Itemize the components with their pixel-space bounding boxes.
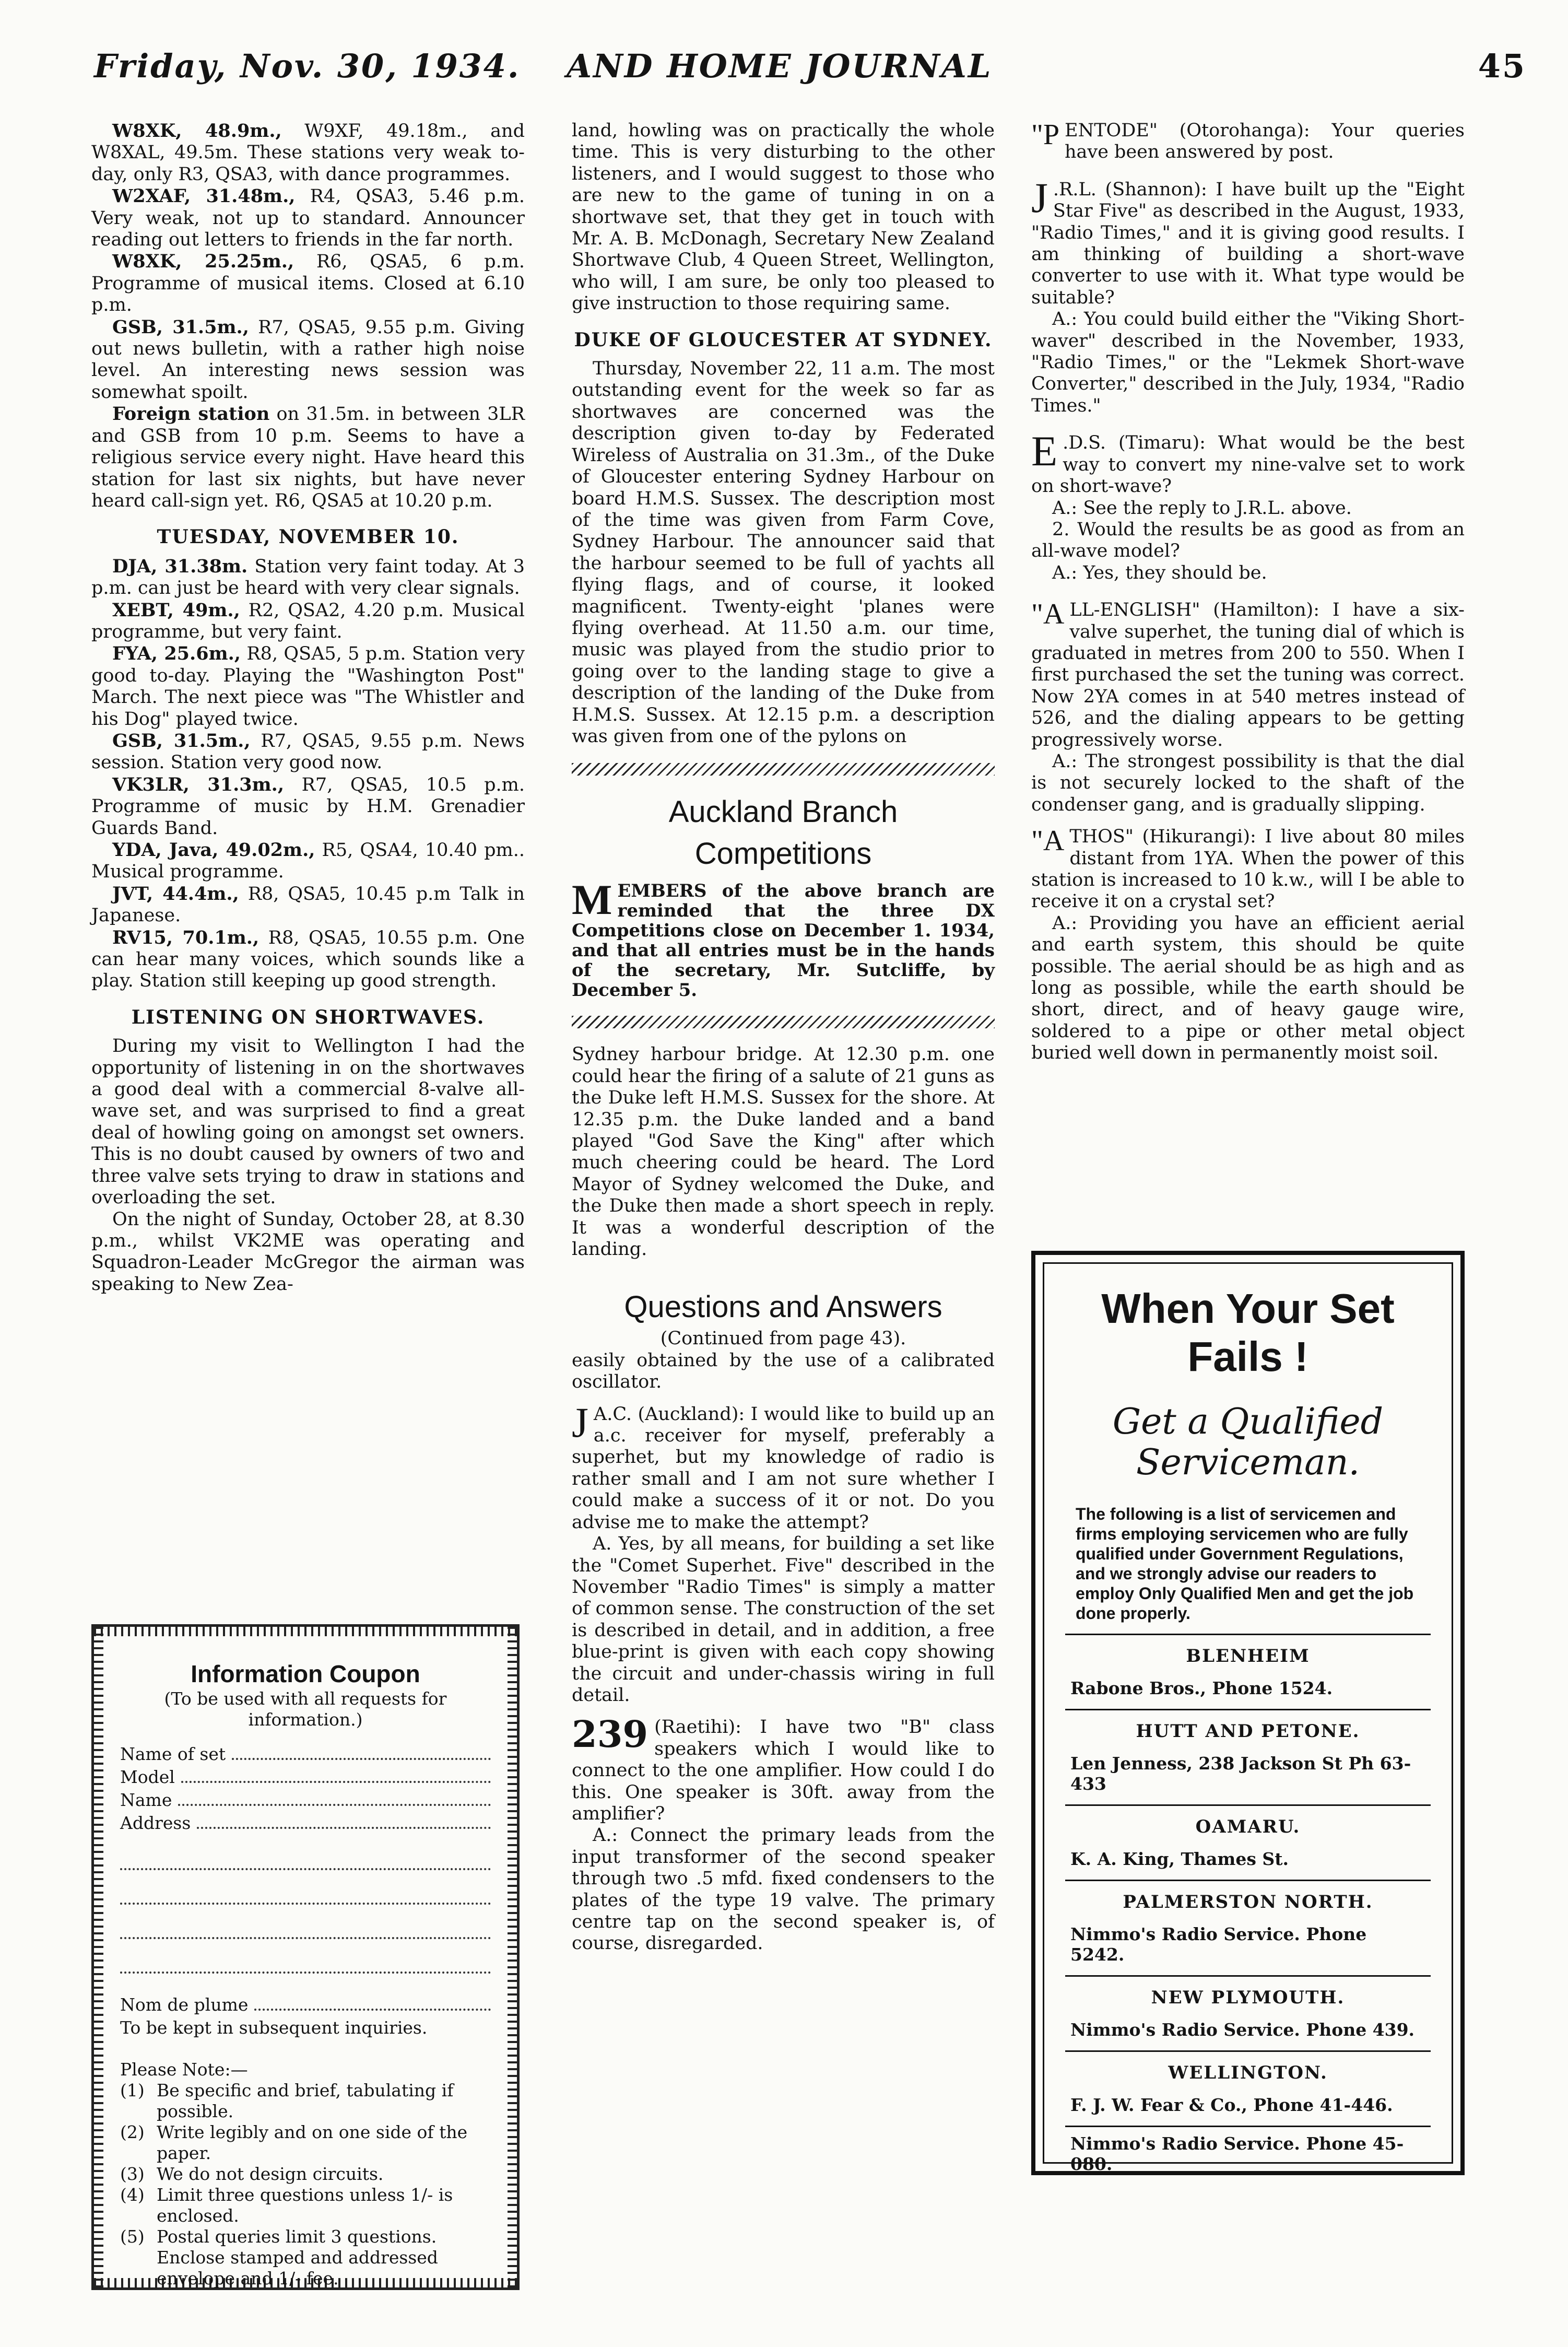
question-eds-2: 2. Would the results be as good as from an all-wave model? [1031, 519, 1465, 562]
serviceman-advertisement [1031, 1251, 1465, 2175]
page-header [94, 47, 1526, 89]
coupon-fields [120, 1744, 491, 1834]
tuesday-log [91, 556, 525, 992]
log-entry: W2XAF, 31.48m., R4, QSA3, 5.46 p.m. Very weak, not up to standard. Announcer reading out letters to friends in the far north. [91, 185, 525, 251]
log-entry: W8XK, 48.9m., W9XF, 49.18m., and W8XAL, 49.5m. These stations very weak to-day, only R3, QSA3, with dance programmes. [91, 120, 525, 185]
log-entry: JVT, 44.4m., R8, QSA5, 10.45 p.m Talk in Japanese. [91, 883, 525, 926]
ad-text: The following is a list of servicemen and firms employing servicemen who are fully qualified under Government Regulations, and we strongly advise our readers to employ Only Qualified Men and get the job done properly. [1076, 1505, 1414, 1623]
serviceman-listing: Nimmo's Radio Service. Phone 5242. [1070, 1924, 1367, 1965]
answer-jrl: A.: You could build either the "Viking Short-waver" described in the November, 1933, "Radio Times," or the "Lekmek Short-wave Converter," described in the July, 1934, "Radio Times." [1031, 309, 1465, 416]
coupon-field-label: Model [120, 1767, 175, 1787]
answer-eds: A.: See the reply to J.R.L. above. [1052, 497, 1352, 519]
station-log [91, 120, 525, 512]
town-heading: BLENHEIM [1065, 1634, 1431, 1672]
coupon-note: (1) Be specific and brief, tabulating if possible. [120, 2080, 454, 2121]
duke-heading: DUKE OF GLOUCESTER AT SYDNEY. [574, 328, 993, 351]
qa-paragraph: easily obtained by the use of a calibrated oscillator. [572, 1349, 995, 1393]
information-coupon [91, 1624, 520, 2290]
drop-cap: M [572, 876, 612, 924]
drop-cap: "P [1031, 119, 1060, 151]
log-entry: RV15, 70.1m., R8, QSA5, 10.55 p.m. One can hear many voices, which sounds like a play. Station still keeping up good strength. [91, 926, 525, 992]
address-line[interactable] [120, 1836, 491, 1870]
drop-cap: "A [1031, 598, 1065, 631]
log-entry: DJA, 31.38m. Station very faint today. At 3 p.m. can just be heard with very clear signals. [91, 555, 525, 599]
coupon-note: (4) Limit three questions unless 1/- is enclosed. [120, 2185, 453, 2226]
drop-cap: J [572, 1398, 588, 1446]
coupon-field-label: Address [120, 1813, 191, 1833]
branch-title: Auckland Branch [668, 795, 898, 829]
coupon-field[interactable] [120, 1767, 491, 1788]
qa-continued: (Continued from page 43). [660, 1328, 906, 1349]
coupon-notes [120, 2059, 491, 2289]
listening-heading: LISTENING ON SHORTWAVES. [131, 1006, 485, 1028]
coupon-title: Information Coupon [191, 1660, 420, 1687]
listening-paragraph: During my visit to Wellington I had the opportunity of listening in on the shortwaves a good deal with a commercial 8-valve all-wave set, and was surprised to find a great deal of howling going on amongst set owners. This is no doubt caused by owners of two and three valve sets trying to draw in stations and overloading the set. [91, 1036, 525, 1208]
question-jac: J A.C. (Auckland): I would like to build up an a.c. receiver for myself, preferably a superhet, but my knowledge of radio is rather small and I am not sure whether I could make a success of it or not. Do you advise me to make the attempt? [572, 1398, 995, 1533]
duke-paragraph: Thursday, November 22, 11 a.m. The most outstanding event for the week so far as shortwaves are concerned was the description given to-day by Federated Wireless of Australia on 31.3m., of the Duke of Gloucester entering Sydney Harbour on board H.M.S. Sussex. The description most of the time was given from Farm Cove, Sydney Harbour. The announcer said that the harbour seemed to be full of yachts all flying flags, and of course, it looked magnificent. Twenty-eight 'planes were flying overhead. At 11.50 a.m. our time, music was played from the studio prior to going over to the landing stage to give a description of the landing of the Duke from H.M.S. Sussex. At 12.15 p.m. a description was given from one of the pylons on [572, 358, 995, 747]
ad-title: When Your Set Fails ! [1101, 1285, 1395, 1380]
answer-all-english: A.: The strongest possibility is that the dial is not securely locked to the shaft of the condenser gang, and is gradually slipping. [1031, 750, 1465, 815]
coupon-field[interactable] [120, 1813, 491, 1834]
log-entry: FYA, 25.6m., R8, QSA5, 5 p.m. Station very good to-day. Playing the "Washington Post" March. The next piece was "The Whistler and his Dog" played twice. [91, 643, 525, 730]
serviceman-listing: K. A. King, Thames St. [1070, 1849, 1289, 1869]
town-heading: OAMARU. [1065, 1804, 1431, 1843]
drop-cap: E [1031, 427, 1058, 475]
town-heading: PALMERSTON NORTH. [1065, 1880, 1431, 1918]
serviceman-listing: Nimmo's Radio Service. Phone 45-080. [1065, 2126, 1431, 2185]
coupon-note: (3) We do not design circuits. [120, 2164, 384, 2184]
log-entry: VK3LR, 31.3m., R7, QSA5, 10.5 p.m. Programme of music by H.M. Grenadier Guards Band. [91, 773, 525, 839]
question-athos: "ATHOS" (Hikurangi): I live about 80 miles distant from 1YA. When the power of this station is increased to 10 k.w., will I be able to receive it on a crystal set? [1031, 825, 1465, 912]
log-entry: Foreign station on 31.5m. in between 3LR and GSB from 10 p.m. Seems to have a religious service every night. Have heard this station for last six nights, but have never heard call-sign yet. R6, QSA5 at 10.20 p.m. [91, 403, 525, 511]
coupon-note: (5) Postal queries limit 3 questions. Enclose stamped and addressed envelope and 1/- fee. [120, 2226, 438, 2289]
serviceman-listing: Rabone Bros., Phone 1524. [1070, 1678, 1333, 1698]
coupon-field[interactable] [120, 1744, 491, 1765]
question-pentode: "PENTODE" (Otorohanga): Your queries have been answered by post. [1031, 119, 1465, 163]
drop-cap: J [1031, 173, 1048, 221]
nom-de-plume-label: Nom de plume [120, 1994, 249, 2015]
serviceman-listing: Nimmo's Radio Service. Phone 439. [1070, 2020, 1415, 2040]
divider [572, 1016, 995, 1028]
nom-de-plume-field[interactable] [120, 1994, 491, 2015]
column-2 [572, 120, 995, 1955]
coupon-field-label: Name [120, 1790, 172, 1810]
duke-paragraph: Sydney harbour bridge. At 12.30 p.m. one could hear the firing of a salute of 21 guns as the Duke left H.M.S. Sussex for the shore. At 12.35 p.m. the Duke landed and a band played "God Save the King" after which much cheering could be heard. The Lord Mayor of Sydney welcomed the Duke, and the Duke then made a short speech in reply. It was a wonderful description of the landing. [572, 1044, 995, 1260]
coupon-subtitle: (To be used with all requests for information.) [164, 1688, 447, 1730]
log-entry: XEBT, 49m., R2, QSA2, 4.20 p.m. Musical programme, but very faint. [91, 599, 525, 642]
drop-cap: "A [1031, 825, 1065, 858]
answer-jac: A. Yes, by all means, for building a set like the "Comet Superhet. Five" described in the November "Radio Times" is simply a matter of common sense. The construction of the set is described in detail, and in addition, a free blue-print is given with each copy showing the circuit and under-chassis wiring in full detail. [572, 1533, 995, 1706]
kept-note: To be kept in subsequent inquiries. [120, 2017, 428, 2038]
address-line[interactable] [120, 1905, 491, 1939]
tuesday-heading: TUESDAY, NOVEMBER 10. [157, 526, 459, 548]
ad-subtitle: Get a Qualified Serviceman. [1112, 1401, 1384, 1483]
question-239: 239 (Raetihi): I have two "B" class speakers which I would like to connect to the one amplifier. How could I do this. One speaker is 30ft. away from the amplifier? [572, 1712, 995, 1824]
town-heading: NEW PLYMOUTH. [1065, 1975, 1431, 2013]
log-entry: GSB, 31.5m., R7, QSA5, 9.55 p.m. Giving out news bulletin, with a rather high noise level. An interesting news session was somewhat spoilt. [91, 316, 525, 403]
page-number: 45 [1478, 47, 1526, 85]
column-1 [91, 120, 525, 1295]
coupon-note: (2) Write legibly and on one side of the paper. [120, 2122, 468, 2163]
listening-paragraph: On the night of Sunday, October 28, at 8.30 p.m., whilst VK2ME was operating and Squadron-Leader McGregor the airman was speaking to New Zea- [91, 1208, 525, 1295]
serviceman-directory [1065, 1634, 1431, 2185]
branch-notice: MEMBERS of the above branch are reminded that the three DX Competitions close on December 1. 1934, and that all entries must be in the hands of the secretary, Mr. Sutcliffe, by December 5. [572, 876, 995, 1001]
notes-heading: Please Note:— [120, 2059, 248, 2080]
address-line[interactable] [120, 1939, 491, 1974]
question-jrl: J .R.L. (Shannon): I have built up the "Eight Star Five" as described in the August, 1933, "Radio Times," and it is giving good results. I am thinking of building a short-wave converter to use with it. What type would be suitable? [1031, 173, 1465, 308]
shortwave-paragraph: land, howling was on practically the whole time. This is very disturbing to the other listeners, and I would suggest to those who are new to the game of tuning in on a shortwave set, that they get in touch with Mr. A. B. McDonagh, Secretary New Zealand Shortwave Club, 4 Queen Street, Wellington, who will, I am sure, be only too pleased to give instruction to those requiring same. [572, 120, 995, 314]
answer-athos: A.: Providing you have an efficient aerial and earth system, this should be quite possible. The aerial should be as high and as long as possible, while the earth should be short, direct, and of heavy gauge wire, soldered to a pipe or other metal object buried well down in permanently moist soil. [1031, 912, 1465, 1064]
coupon-field-label: Name of set [120, 1744, 226, 1764]
divider [572, 763, 995, 776]
question-eds: E .D.S. (Timaru): What would be the best way to convert my nine-valve set to work on short-wave? [1031, 427, 1465, 497]
journal-title: AND HOME JOURNAL [567, 47, 993, 85]
issue-date: Friday, Nov. 30, 1934. [94, 47, 521, 85]
log-entry: GSB, 31.5m., R7, QSA5, 9.55 p.m. News session. Station very good now. [91, 730, 525, 773]
serviceman-listing: F. J. W. Fear & Co., Phone 41-446. [1070, 2095, 1393, 2115]
town-heading: WELLINGTON. [1065, 2050, 1431, 2088]
serviceman-listing: Len Jenness, 238 Jackson St Ph 63-433 [1070, 1753, 1411, 1794]
column-3 [1031, 120, 1465, 1064]
answer-239: A.: Connect the primary leads from the input transformer of the second speaker through two .5 mfd. fixed condensers to the plates of the type 19 valve. The primary centre tap on the second speaker is, of course, disregarded. [572, 1825, 995, 1954]
address-line[interactable] [120, 1870, 491, 1905]
log-entry: W8XK, 25.25m., R6, QSA5, 6 p.m. Programme of musical items. Closed at 6.10 p.m. [91, 251, 525, 316]
drop-cap: 239 [572, 1712, 649, 1756]
coupon-field[interactable] [120, 1790, 491, 1811]
qa-title: Questions and Answers [624, 1290, 942, 1324]
log-entry: YDA, Java, 49.02m., R5, QSA4, 10.40 pm.. Musical programme. [91, 839, 525, 883]
question-all-english: "ALL-ENGLISH" (Hamilton): I have a six-valve superhet, the tuning dial of which is graduated in metres from 200 to 550. When I first purchased the set the tuning was correct. Now 2YA comes in at 540 metres instead of 526, and the dialing appears to be getting progressively worse. [1031, 598, 1465, 750]
branch-title-2: Competitions [694, 837, 872, 871]
town-heading: HUTT AND PETONE. [1065, 1709, 1431, 1747]
answer-eds-2: A.: Yes, they should be. [1052, 562, 1267, 583]
